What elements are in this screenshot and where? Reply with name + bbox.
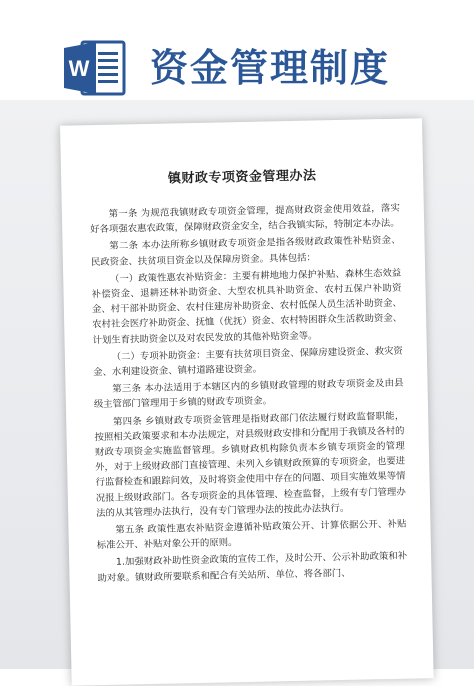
document-body — [90, 201, 408, 588]
banner-title: 资金管理制度 — [150, 46, 391, 90]
document-title: 镇财政专项资金管理办法 — [167, 168, 317, 187]
word-document-icon — [62, 38, 126, 98]
paragraph-item-1: （一）政策性惠农补贴资金：主要有耕地地力保护补贴、森林生态效益补偿资金、退耕还林补助资金、大型农机具补助资金、农村五保户补助资金、村干部补助资金、农村住建房补助资金、农村低保人员生活补助资金、农村社会医疗补助资金、抚恤（优抚）资金、农村特困群众生活救助资金、计划生育扶助资金以及对农民发放的其他补贴资金等。 — [91, 267, 403, 346]
paragraph-article-1: 第一条 为规范我镇财政专项资金管理，提高财政资金使用效益，落实好各项强农惠农政策，保障财政资金安全，结合我镇实际，特制定本办法。 — [90, 202, 400, 236]
paragraph-article-3: 第三条 本办法适用于本辖区内的乡镇财政管理的财政专项资金及由县级主管部门管理用于乡镇的财政专项资金。 — [93, 377, 404, 411]
word-logo-letter: W — [68, 56, 90, 81]
paragraph-article-5: 第五条 政策性惠农补贴资金遵循补贴政策公开、计算依据公开、补贴标准公开、补贴对象公开的原则。 — [96, 518, 407, 552]
paragraph-article-2: 第二条 本办法所称乡镇财政专项资金是指各级财政政策性补贴资金、民政资金、扶贫项目资金以及保障房资金。具体包括： — [90, 235, 401, 268]
paragraph-clause-1: 1.加强财政补助性资金政策的宣传工作，及时公开、公示补助政策和补助对象。镇财政所要联系和配合有关站所、单位、将各部门、 — [97, 551, 408, 584]
paragraph-item-2: （二）专项补助资金：主要有扶贫项目资金、保障房建设资金、救灾资金、水利建设资金、镇村道路建设资金。 — [93, 345, 403, 379]
document-page — [60, 118, 434, 685]
paragraph-article-4: 第四条 乡镇财政专项资金管理是指财政部门依法履行财政监督职能，按照相关政策要求和本办法规定，对县级财政安排和分配用于我镇及各村的财政专项资金实施监督管理。乡镇财政机构除负责本乡镇专项资金的管理外，对于上级财政部门直接管理、未列入乡镇财政预算的专项资金，也要进行监督检查和跟踪问效，及时将资金使用中存在的问题、项目实施效果等情况报上级财政部门。各专项资金的具体管理、检查监督，上级有专门管理办法的从其管理办法执行，没有专门管理办法的按此办法执行。 — [94, 410, 406, 519]
banner — [0, 0, 474, 100]
